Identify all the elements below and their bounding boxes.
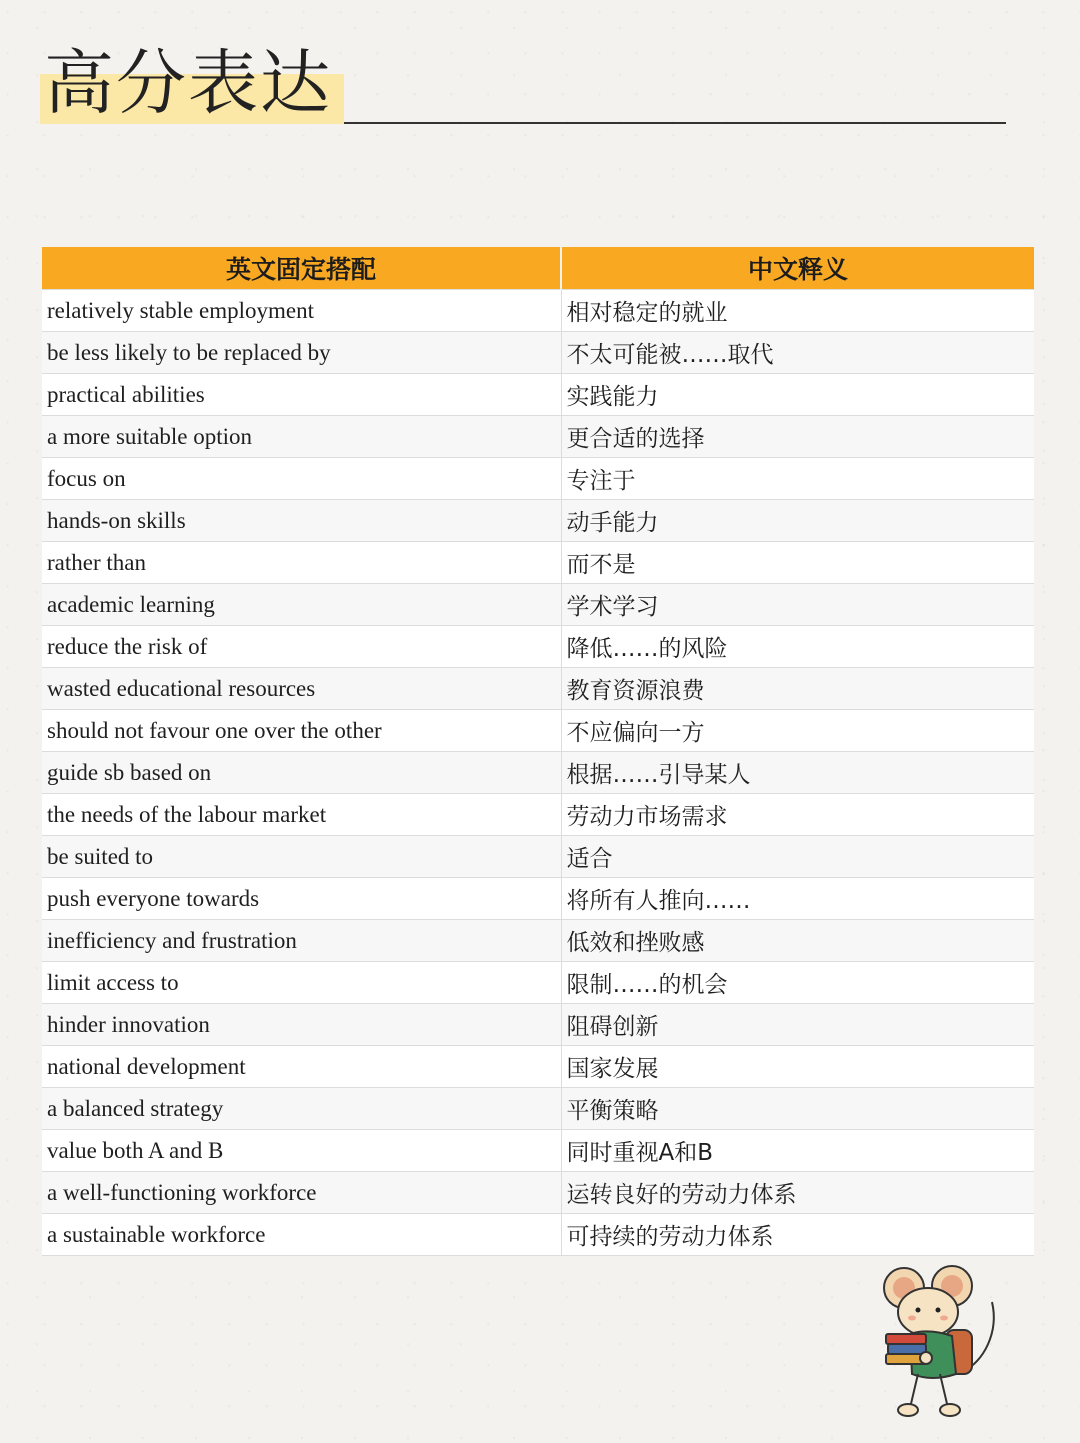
chinese-meaning-cell: 将所有人推向……	[561, 878, 1034, 920]
chinese-meaning-cell: 低效和挫败感	[561, 920, 1034, 962]
table-row	[42, 1130, 1034, 1172]
english-phrase-cell: wasted educational resources	[42, 668, 561, 710]
chinese-meaning-cell: 动手能力	[561, 500, 1034, 542]
chinese-meaning-cell: 不太可能被……取代	[561, 332, 1034, 374]
chinese-meaning-cell: 运转良好的劳动力体系	[561, 1172, 1034, 1214]
table-row	[42, 542, 1034, 584]
page-title: 高分表达	[44, 42, 332, 124]
chinese-meaning-cell: 阻碍创新	[561, 1004, 1034, 1046]
table-row	[42, 584, 1034, 626]
title-underline	[344, 122, 1006, 124]
chinese-meaning-cell: 相对稳定的就业	[561, 290, 1034, 332]
english-phrase-cell: relatively stable employment	[42, 290, 561, 332]
table-row	[42, 458, 1034, 500]
chinese-meaning-cell: 实践能力	[561, 374, 1034, 416]
english-phrase-cell: a more suitable option	[42, 416, 561, 458]
english-phrase-cell: a sustainable workforce	[42, 1214, 561, 1256]
table-row	[42, 1046, 1034, 1088]
vocabulary-table	[42, 247, 1034, 1256]
chinese-meaning-cell: 学术学习	[561, 584, 1034, 626]
table-row	[42, 1088, 1034, 1130]
table-row	[42, 962, 1034, 1004]
english-phrase-cell: rather than	[42, 542, 561, 584]
table-body	[42, 290, 1034, 1256]
table-row	[42, 416, 1034, 458]
english-phrase-cell: focus on	[42, 458, 561, 500]
chinese-meaning-cell: 教育资源浪费	[561, 668, 1034, 710]
english-phrase-cell: hinder innovation	[42, 1004, 561, 1046]
table-row	[42, 332, 1034, 374]
chinese-meaning-cell: 适合	[561, 836, 1034, 878]
table-row	[42, 1172, 1034, 1214]
header-english: 英文固定搭配	[42, 247, 561, 290]
english-phrase-cell: the needs of the labour market	[42, 794, 561, 836]
table-row	[42, 626, 1034, 668]
page-header	[40, 38, 1010, 128]
chinese-meaning-cell: 根据……引导某人	[561, 752, 1034, 794]
english-phrase-cell: practical abilities	[42, 374, 561, 416]
chinese-meaning-cell: 降低……的风险	[561, 626, 1034, 668]
chinese-meaning-cell: 国家发展	[561, 1046, 1034, 1088]
table-row	[42, 836, 1034, 878]
table-row	[42, 1214, 1034, 1256]
english-phrase-cell: be less likely to be replaced by	[42, 332, 561, 374]
table-row	[42, 752, 1034, 794]
table-row	[42, 920, 1034, 962]
table-header-row	[42, 247, 1034, 290]
table-row	[42, 290, 1034, 332]
chinese-meaning-cell: 平衡策略	[561, 1088, 1034, 1130]
table-row	[42, 878, 1034, 920]
table-row	[42, 794, 1034, 836]
chinese-meaning-cell: 不应偏向一方	[561, 710, 1034, 752]
english-phrase-cell: be suited to	[42, 836, 561, 878]
chinese-meaning-cell: 可持续的劳动力体系	[561, 1214, 1034, 1256]
english-phrase-cell: value both A and B	[42, 1130, 561, 1172]
chinese-meaning-cell: 劳动力市场需求	[561, 794, 1034, 836]
table-row	[42, 668, 1034, 710]
mouse-carrying-books-icon	[874, 1262, 1004, 1422]
header-chinese: 中文释义	[561, 247, 1034, 290]
english-phrase-cell: academic learning	[42, 584, 561, 626]
chinese-meaning-cell: 同时重视A和B	[561, 1130, 1034, 1172]
english-phrase-cell: limit access to	[42, 962, 561, 1004]
english-phrase-cell: push everyone towards	[42, 878, 561, 920]
english-phrase-cell: should not favour one over the other	[42, 710, 561, 752]
table-row	[42, 1004, 1034, 1046]
english-phrase-cell: reduce the risk of	[42, 626, 561, 668]
english-phrase-cell: guide sb based on	[42, 752, 561, 794]
table-row	[42, 710, 1034, 752]
english-phrase-cell: inefficiency and frustration	[42, 920, 561, 962]
chinese-meaning-cell: 限制……的机会	[561, 962, 1034, 1004]
english-phrase-cell: a well-functioning workforce	[42, 1172, 561, 1214]
english-phrase-cell: hands-on skills	[42, 500, 561, 542]
table-row	[42, 500, 1034, 542]
chinese-meaning-cell: 更合适的选择	[561, 416, 1034, 458]
chinese-meaning-cell: 而不是	[561, 542, 1034, 584]
english-phrase-cell: national development	[42, 1046, 561, 1088]
table-row	[42, 374, 1034, 416]
english-phrase-cell: a balanced strategy	[42, 1088, 561, 1130]
chinese-meaning-cell: 专注于	[561, 458, 1034, 500]
